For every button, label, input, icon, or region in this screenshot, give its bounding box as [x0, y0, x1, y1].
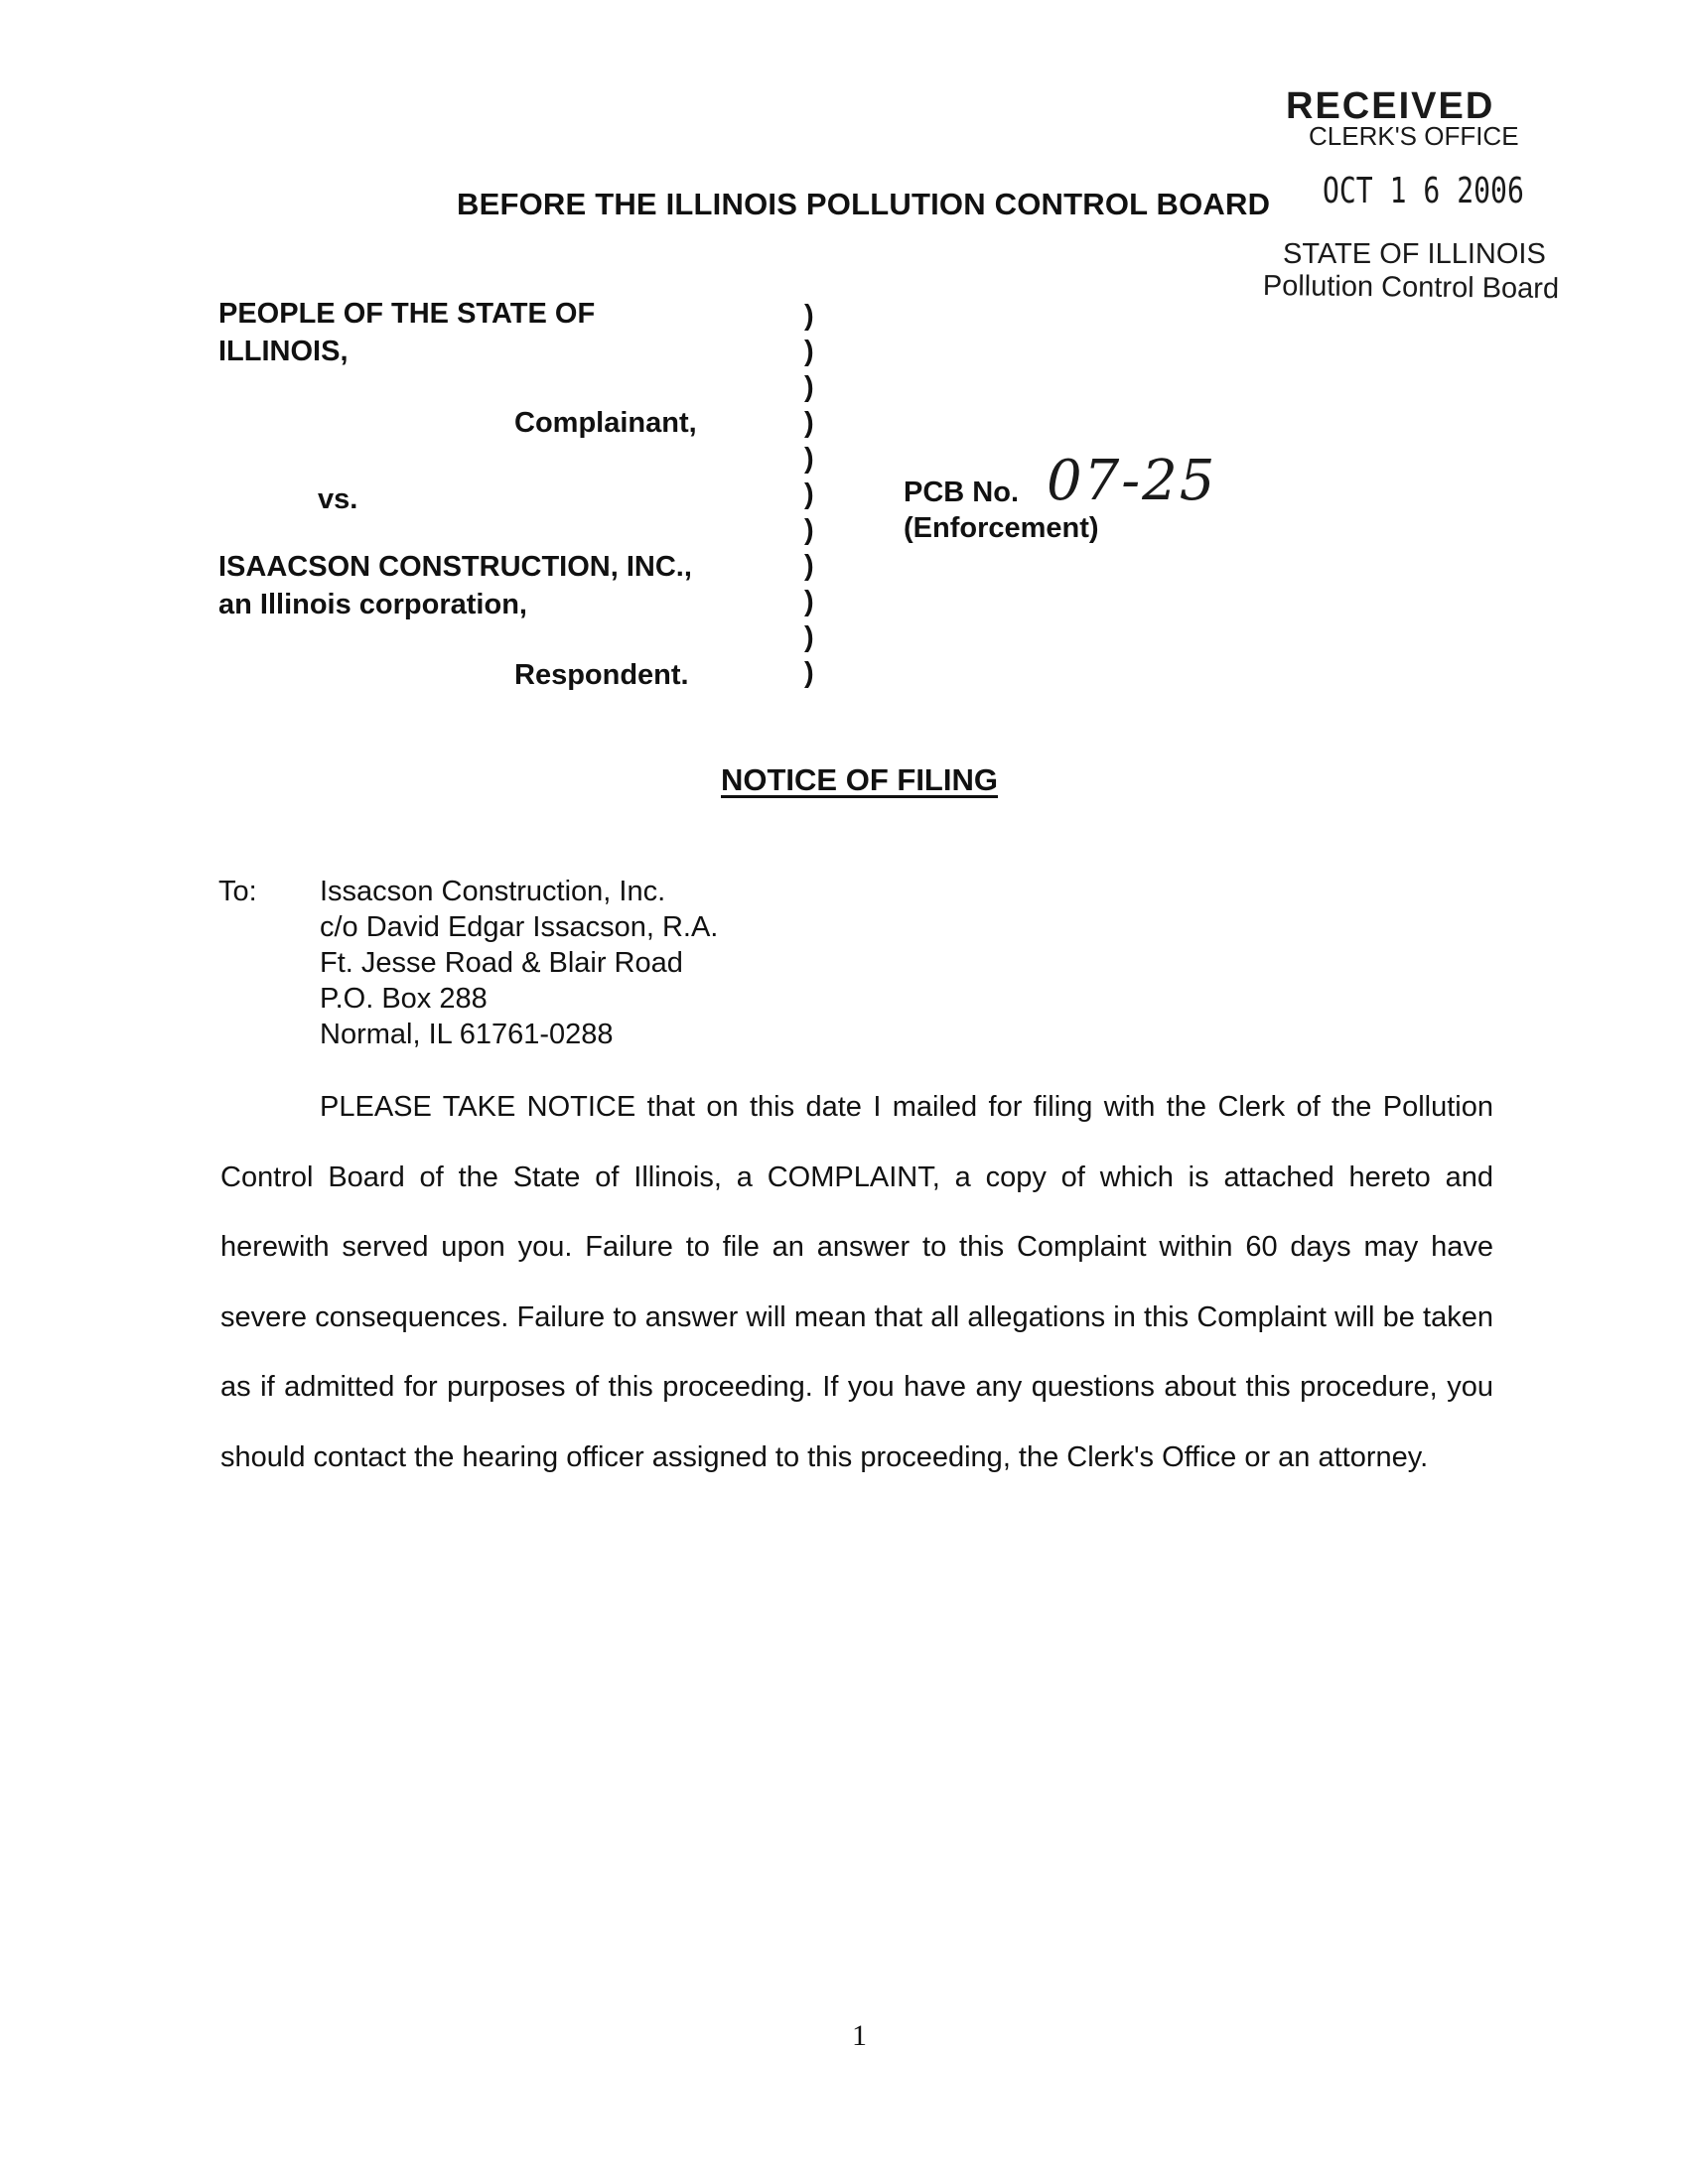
paren: ): [804, 478, 814, 510]
pcb-type: (Enforcement): [904, 512, 1099, 544]
notice-body-text: PLEASE TAKE NOTICE that on this date I mailed for filing with the Clerk of the Pollution Control Board of the State of Illinois, a COMPLAINT, a copy of which is attached hereto and herewith served upon you. Failure to file an answer to this Complaint within 60 days may have severe consequences. Failure to answer will mean that all allegations in this Complaint will be taken as if admitted for purposes of this proceeding. If you have any questions about this procedure, you should contact the hearing officer assigned to this proceeding, the Clerk's Office or an attorney.: [220, 1091, 1493, 1473]
address-line: Ft. Jesse Road & Blair Road: [320, 947, 683, 979]
pcb-label: PCB No.: [904, 477, 1019, 508]
paren: ): [804, 657, 814, 689]
complainant-name-line1: PEOPLE OF THE STATE OF: [218, 298, 596, 330]
complainant-role: Complainant,: [514, 407, 697, 439]
address-line: Normal, IL 61761-0288: [320, 1019, 614, 1050]
stamp-state: STATE OF ILLINOIS: [1283, 238, 1546, 270]
stamp-clerks-office: CLERK'S OFFICE: [1309, 121, 1519, 151]
address-line: Issacson Construction, Inc.: [320, 876, 666, 907]
stamp-board: Pollution Control Board: [1262, 270, 1560, 306]
address-line: c/o David Edgar Issacson, R.A.: [320, 911, 719, 943]
paren: ): [804, 443, 814, 475]
stamp-date: OCT 1 6 2006: [1323, 171, 1524, 211]
paren: ): [804, 550, 814, 582]
complainant-name-line2: ILLINOIS,: [218, 336, 349, 367]
respondent-name-line2: an Illinois corporation,: [218, 589, 527, 620]
address-line: P.O. Box 288: [320, 983, 488, 1015]
versus-label: vs.: [318, 483, 358, 515]
page-number: 1: [852, 2019, 867, 2052]
board-title: BEFORE THE ILLINOIS POLLUTION CONTROL BOARD: [457, 187, 1271, 221]
respondent-role: Respondent.: [514, 659, 689, 691]
paren: ): [804, 300, 814, 332]
paren: ): [804, 407, 814, 439]
notice-title: NOTICE OF FILING: [721, 762, 998, 797]
paren: ): [804, 371, 814, 403]
paren: ): [804, 621, 814, 653]
notice-body: [220, 1072, 1493, 1492]
respondent-name-line1: ISAACSON CONSTRUCTION, INC.,: [218, 551, 692, 583]
paren: ): [804, 336, 814, 367]
stamp-received: RECEIVED: [1286, 85, 1495, 127]
paren: ): [804, 586, 814, 617]
paren: ): [804, 514, 814, 546]
pcb-number-handwritten: 07-25: [1047, 449, 1217, 513]
to-label: To:: [218, 876, 257, 907]
